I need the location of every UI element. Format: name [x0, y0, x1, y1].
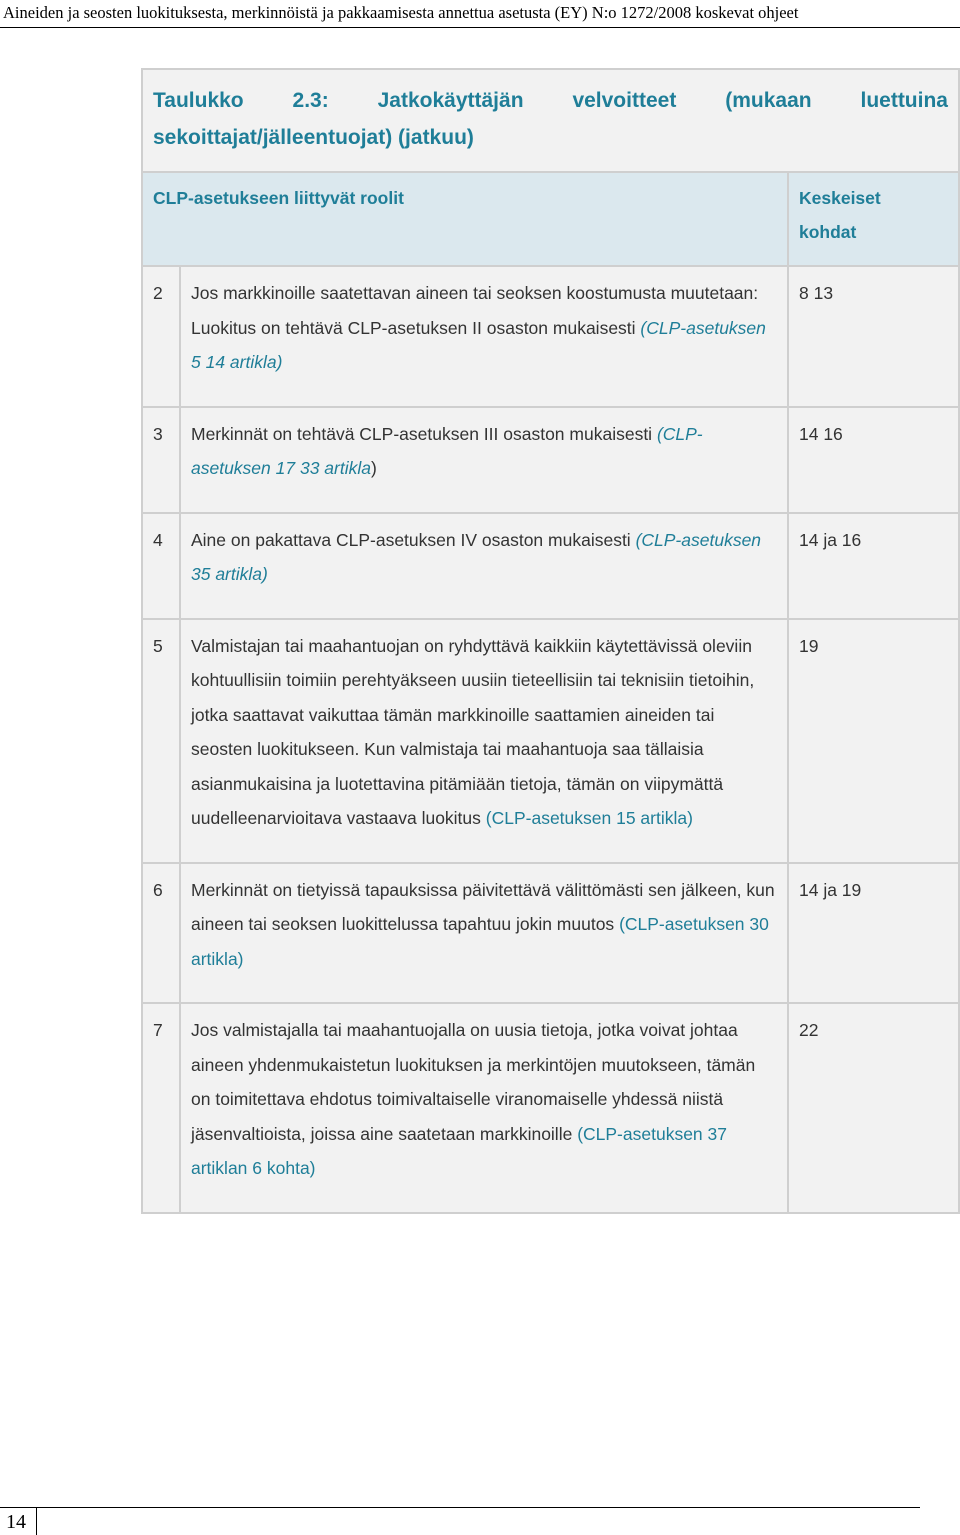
- row-text: [180, 513, 788, 619]
- table-row: [142, 619, 959, 863]
- row-sections: 19: [788, 619, 959, 863]
- caption-word: 2.3:: [292, 89, 329, 112]
- row-text-body: Valmistajan tai maahantuojan on ryhdyttävä kaikkiin käytettävissä oleviin kohtuullisiin toimiin perehtyäkseen uusiin tieteellisiin tai teknisiin tietoihin, jotka saattavat vaikuttaa tämän markkinoille saattamien aineiden tai seosten luokitukseen. Kun valmistaja tai maahantuoja saa tällaisia asianmukaisina ja luotettavina pitämiään tietoja, tämän on viipymättä uudelleenarvioitava vastaava luokitus: [191, 635, 755, 828]
- row-sections: 14 ja 16: [788, 513, 959, 619]
- row-text: [180, 407, 788, 513]
- row-number: 5: [142, 619, 180, 863]
- row-sections: 14 16: [788, 407, 959, 513]
- running-header-title: Aineiden ja seosten luokituksesta, merkinnöistä ja pakkaamisesta annettua asetusta (EY) N:o 1272/2008 koskevat ohjeet: [3, 3, 799, 22]
- row-sections: 14 ja 19: [788, 863, 959, 1004]
- caption-word: Jatkokäyttäjän: [377, 89, 524, 112]
- row-sections: 8 13: [788, 266, 959, 407]
- article-reference-tail: ): [370, 458, 377, 478]
- table-caption: [142, 69, 959, 172]
- footer-rule: [0, 1507, 920, 1508]
- table-row: [142, 513, 959, 619]
- row-sections: 22: [788, 1003, 959, 1213]
- table-row: [142, 863, 959, 1004]
- row-text: [180, 266, 788, 407]
- table-row: [142, 407, 959, 513]
- row-number: 4: [142, 513, 180, 619]
- article-reference: (CLP-asetuksen 37 artiklan 6 kohta): [191, 1123, 727, 1178]
- caption-word: (mukaan: [725, 89, 812, 112]
- table-row: [142, 266, 959, 407]
- caption-word: Taulukko: [153, 89, 244, 112]
- row-text: [180, 1003, 788, 1213]
- row-number: 3: [142, 407, 180, 513]
- column-header-sections-line2: kohdat: [799, 222, 857, 242]
- row-text-body: Jos markkinoille saatettavan aineen tai seoksen koostumusta muutetaan: Luokitus on tehtävä CLP-asetuksen II osaston mukaisesti: [191, 283, 759, 338]
- row-number: 2: [142, 266, 180, 407]
- row-number: 6: [142, 863, 180, 1004]
- table-row: [142, 1003, 959, 1213]
- column-header-sections-line1: Keskeiset: [799, 188, 881, 208]
- row-text-body: Aine on pakattava CLP-asetuksen IV osaston mukaisesti: [191, 529, 636, 550]
- column-header-sections: [788, 172, 959, 266]
- table-caption-row: [142, 69, 959, 172]
- row-text-body: Jos valmistajalla tai maahantuojalla on uusia tietoja, jotka voivat johtaa aineen yhdenmukaistetun luokituksen ja merkintöjen muutokseen, tämän on toimitettava ehdotus toimivaltaiselle viranomaiselle yhdessä niistä jäsenvaltioista, joissa aine saatetaan markkinoille: [191, 1020, 756, 1144]
- table-caption-line2: sekoittajat/jälleentuojat) (jatkuu): [153, 126, 474, 149]
- article-reference: (CLP-asetuksen 15 artikla): [485, 808, 693, 828]
- page-number: 14: [6, 1511, 26, 1533]
- footer-divider: [36, 1507, 37, 1535]
- row-text: [180, 863, 788, 1004]
- row-text-body: Merkinnät on tietyissä tapauksissa päivitettävä välittömästi sen jälkeen, kun aineen tai seoksen luokittelussa tapahtuu jokin muutos: [191, 879, 775, 934]
- running-header: [0, 0, 960, 28]
- caption-word: luettuina: [860, 89, 948, 112]
- row-number: 7: [142, 1003, 180, 1213]
- article-reference: (CLP-asetuksen 5 14 artikla): [191, 317, 766, 372]
- article-reference: (CLP-asetuksen 17 33 artikla: [191, 423, 703, 478]
- column-header-roles: CLP-asetukseen liittyvät roolit: [142, 172, 788, 266]
- article-reference: (CLP-asetuksen 30 artikla): [191, 914, 769, 969]
- article-reference: (CLP-asetuksen 35 artikla): [191, 529, 762, 584]
- table-caption-line1: [153, 82, 948, 119]
- row-text-body: Merkinnät on tehtävä CLP-asetuksen III osaston mukaisesti: [191, 423, 657, 444]
- row-text: [180, 619, 788, 863]
- caption-word: velvoitteet: [572, 89, 677, 112]
- table-header-row: [142, 172, 959, 266]
- obligations-table: [141, 68, 960, 1214]
